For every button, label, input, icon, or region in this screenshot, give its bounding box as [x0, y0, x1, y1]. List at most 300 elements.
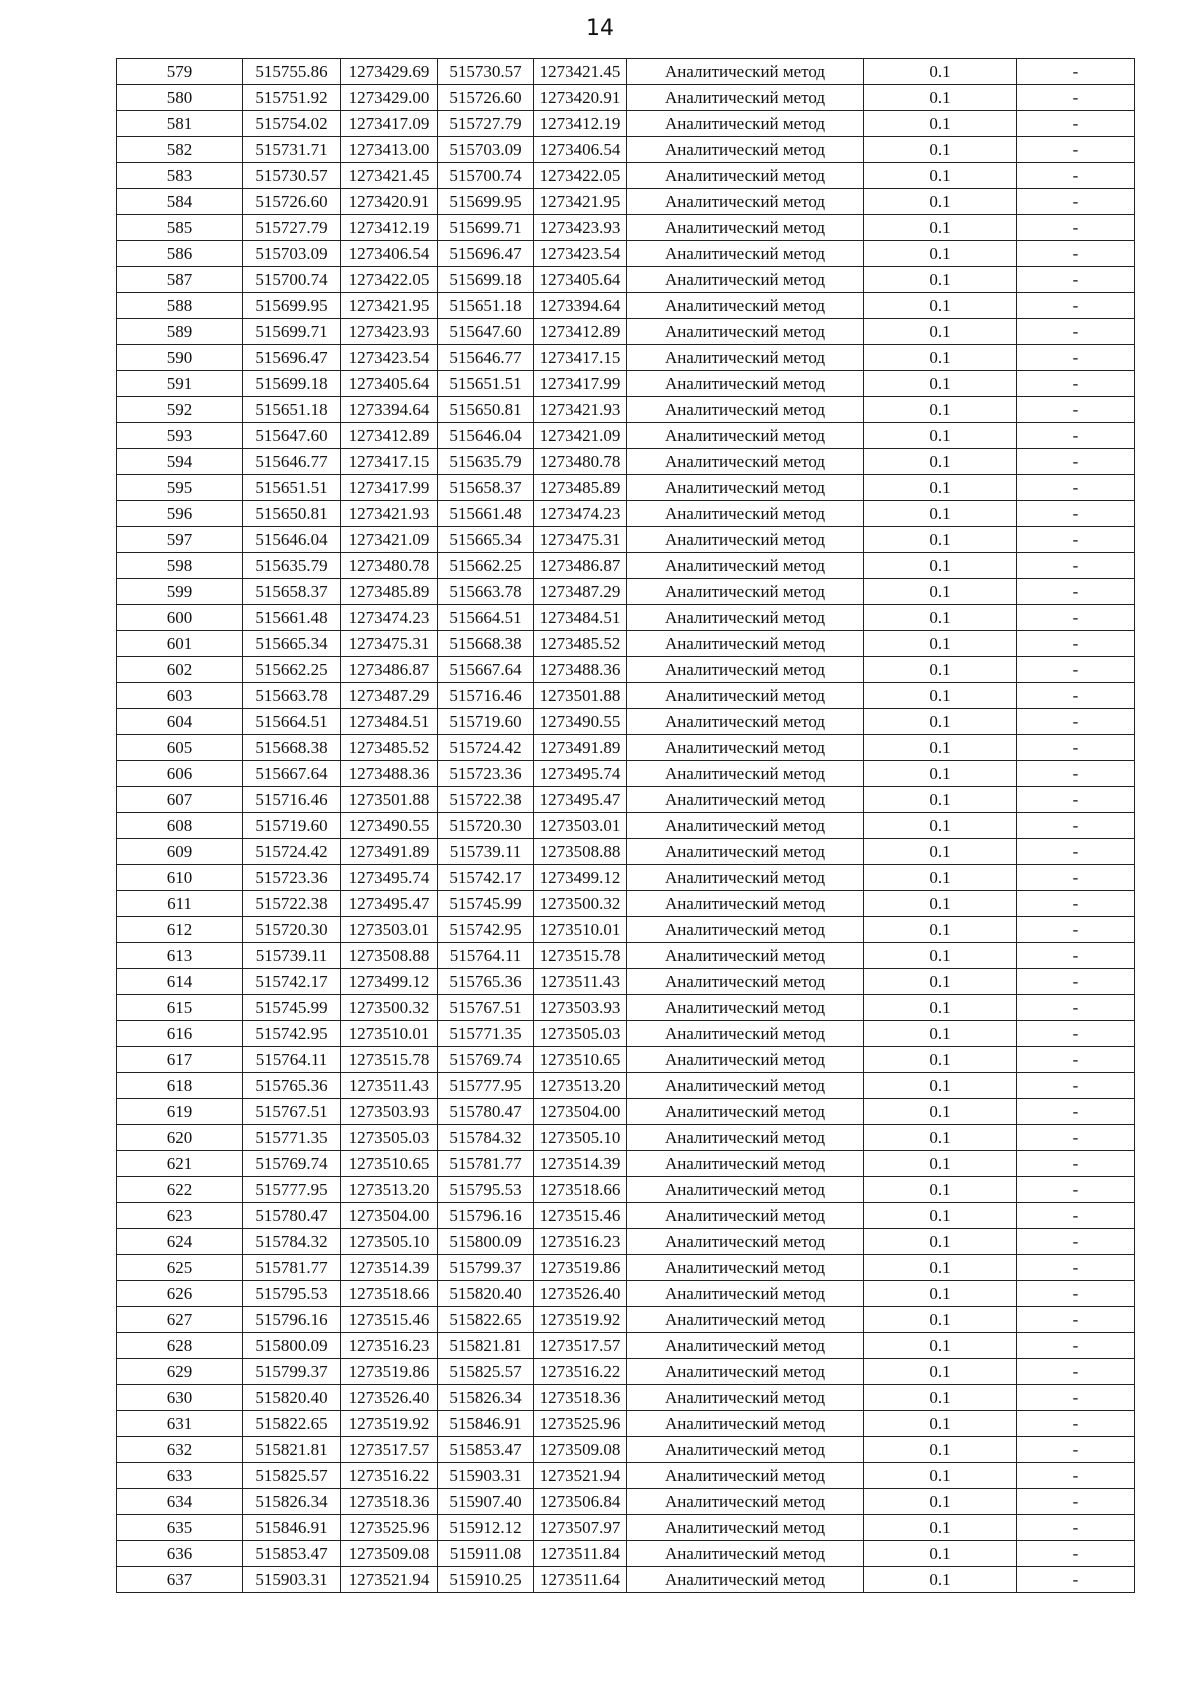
- y2-cell: 1273480.78: [534, 449, 627, 475]
- note-cell: -: [1017, 1281, 1135, 1307]
- point-number-cell: 580: [117, 85, 243, 111]
- point-number-cell: 616: [117, 1021, 243, 1047]
- accuracy-cell: 0.1: [864, 1073, 1017, 1099]
- y1-cell: 1273525.96: [341, 1515, 438, 1541]
- x2-cell: 515703.09: [438, 137, 534, 163]
- x1-cell: 515703.09: [243, 241, 341, 267]
- note-cell: -: [1017, 1073, 1135, 1099]
- note-cell: -: [1017, 579, 1135, 605]
- y1-cell: 1273495.74: [341, 865, 438, 891]
- point-number-cell: 603: [117, 683, 243, 709]
- y1-cell: 1273486.87: [341, 657, 438, 683]
- accuracy-cell: 0.1: [864, 1281, 1017, 1307]
- x2-cell: 515800.09: [438, 1229, 534, 1255]
- x2-cell: 515730.57: [438, 59, 534, 85]
- note-cell: -: [1017, 267, 1135, 293]
- x1-cell: 515699.95: [243, 293, 341, 319]
- method-cell: Аналитический метод: [627, 527, 864, 553]
- x1-cell: 515723.36: [243, 865, 341, 891]
- point-number-cell: 607: [117, 787, 243, 813]
- point-number-cell: 622: [117, 1177, 243, 1203]
- table-row: [117, 189, 1135, 215]
- note-cell: -: [1017, 59, 1135, 85]
- method-cell: Аналитический метод: [627, 1515, 864, 1541]
- table-row: [117, 1307, 1135, 1333]
- accuracy-cell: 0.1: [864, 891, 1017, 917]
- note-cell: -: [1017, 1541, 1135, 1567]
- method-cell: Аналитический метод: [627, 319, 864, 345]
- table-row: [117, 553, 1135, 579]
- table-row: [117, 1333, 1135, 1359]
- method-cell: Аналитический метод: [627, 579, 864, 605]
- point-number-cell: 621: [117, 1151, 243, 1177]
- x2-cell: 515720.30: [438, 813, 534, 839]
- y2-cell: 1273516.23: [534, 1229, 627, 1255]
- y1-cell: 1273412.89: [341, 423, 438, 449]
- note-cell: -: [1017, 865, 1135, 891]
- accuracy-cell: 0.1: [864, 345, 1017, 371]
- x1-cell: 515799.37: [243, 1359, 341, 1385]
- y2-cell: 1273519.86: [534, 1255, 627, 1281]
- x2-cell: 515650.81: [438, 397, 534, 423]
- point-number-cell: 611: [117, 891, 243, 917]
- method-cell: Аналитический метод: [627, 267, 864, 293]
- x1-cell: 515665.34: [243, 631, 341, 657]
- point-number-cell: 637: [117, 1567, 243, 1593]
- y1-cell: 1273421.93: [341, 501, 438, 527]
- accuracy-cell: 0.1: [864, 1567, 1017, 1593]
- x1-cell: 515716.46: [243, 787, 341, 813]
- y1-cell: 1273421.09: [341, 527, 438, 553]
- method-cell: Аналитический метод: [627, 59, 864, 85]
- table-row: [117, 371, 1135, 397]
- x2-cell: 515911.08: [438, 1541, 534, 1567]
- x2-cell: 515907.40: [438, 1489, 534, 1515]
- x1-cell: 515795.53: [243, 1281, 341, 1307]
- x2-cell: 515726.60: [438, 85, 534, 111]
- table-row: [117, 917, 1135, 943]
- table-row: [117, 1073, 1135, 1099]
- note-cell: -: [1017, 553, 1135, 579]
- note-cell: -: [1017, 345, 1135, 371]
- x1-cell: 515722.38: [243, 891, 341, 917]
- accuracy-cell: 0.1: [864, 1151, 1017, 1177]
- accuracy-cell: 0.1: [864, 1229, 1017, 1255]
- table-row: [117, 995, 1135, 1021]
- y1-cell: 1273513.20: [341, 1177, 438, 1203]
- x1-cell: 515635.79: [243, 553, 341, 579]
- x1-cell: 515661.48: [243, 605, 341, 631]
- y2-cell: 1273506.84: [534, 1489, 627, 1515]
- y2-cell: 1273484.51: [534, 605, 627, 631]
- y2-cell: 1273490.55: [534, 709, 627, 735]
- accuracy-cell: 0.1: [864, 1359, 1017, 1385]
- x2-cell: 515846.91: [438, 1411, 534, 1437]
- x2-cell: 515739.11: [438, 839, 534, 865]
- y1-cell: 1273518.36: [341, 1489, 438, 1515]
- y2-cell: 1273417.99: [534, 371, 627, 397]
- x1-cell: 515662.25: [243, 657, 341, 683]
- point-number-cell: 579: [117, 59, 243, 85]
- method-cell: Аналитический метод: [627, 1463, 864, 1489]
- accuracy-cell: 0.1: [864, 631, 1017, 657]
- accuracy-cell: 0.1: [864, 1177, 1017, 1203]
- y1-cell: 1273429.00: [341, 85, 438, 111]
- point-number-cell: 596: [117, 501, 243, 527]
- y2-cell: 1273510.01: [534, 917, 627, 943]
- y2-cell: 1273488.36: [534, 657, 627, 683]
- method-cell: Аналитический метод: [627, 735, 864, 761]
- x1-cell: 515727.79: [243, 215, 341, 241]
- y2-cell: 1273503.01: [534, 813, 627, 839]
- x1-cell: 515739.11: [243, 943, 341, 969]
- method-cell: Аналитический метод: [627, 1567, 864, 1593]
- y1-cell: 1273474.23: [341, 605, 438, 631]
- x2-cell: 515699.95: [438, 189, 534, 215]
- method-cell: Аналитический метод: [627, 423, 864, 449]
- y2-cell: 1273405.64: [534, 267, 627, 293]
- method-cell: Аналитический метод: [627, 813, 864, 839]
- y2-cell: 1273504.00: [534, 1099, 627, 1125]
- x1-cell: 515667.64: [243, 761, 341, 787]
- note-cell: -: [1017, 1021, 1135, 1047]
- point-number-cell: 628: [117, 1333, 243, 1359]
- table-row: [117, 969, 1135, 995]
- table-row: [117, 943, 1135, 969]
- x2-cell: 515820.40: [438, 1281, 534, 1307]
- y1-cell: 1273516.22: [341, 1463, 438, 1489]
- table-row: [117, 1385, 1135, 1411]
- x1-cell: 515668.38: [243, 735, 341, 761]
- method-cell: Аналитический метод: [627, 111, 864, 137]
- note-cell: -: [1017, 215, 1135, 241]
- point-number-cell: 609: [117, 839, 243, 865]
- table-row: [117, 1125, 1135, 1151]
- note-cell: -: [1017, 1151, 1135, 1177]
- y1-cell: 1273412.19: [341, 215, 438, 241]
- y1-cell: 1273510.65: [341, 1151, 438, 1177]
- accuracy-cell: 0.1: [864, 1021, 1017, 1047]
- y2-cell: 1273521.94: [534, 1463, 627, 1489]
- y1-cell: 1273503.01: [341, 917, 438, 943]
- table-row: [117, 501, 1135, 527]
- y2-cell: 1273421.09: [534, 423, 627, 449]
- accuracy-cell: 0.1: [864, 1099, 1017, 1125]
- y1-cell: 1273499.12: [341, 969, 438, 995]
- note-cell: -: [1017, 449, 1135, 475]
- x2-cell: 515822.65: [438, 1307, 534, 1333]
- point-number-cell: 590: [117, 345, 243, 371]
- x1-cell: 515777.95: [243, 1177, 341, 1203]
- note-cell: -: [1017, 969, 1135, 995]
- x2-cell: 515771.35: [438, 1021, 534, 1047]
- y2-cell: 1273516.22: [534, 1359, 627, 1385]
- x2-cell: 515699.18: [438, 267, 534, 293]
- y1-cell: 1273480.78: [341, 553, 438, 579]
- x2-cell: 515647.60: [438, 319, 534, 345]
- table-row: [117, 449, 1135, 475]
- table-row: [117, 579, 1135, 605]
- y2-cell: 1273499.12: [534, 865, 627, 891]
- x2-cell: 515781.77: [438, 1151, 534, 1177]
- table-row: [117, 709, 1135, 735]
- y2-cell: 1273517.57: [534, 1333, 627, 1359]
- x2-cell: 515910.25: [438, 1567, 534, 1593]
- x2-cell: 515727.79: [438, 111, 534, 137]
- x1-cell: 515821.81: [243, 1437, 341, 1463]
- point-number-cell: 634: [117, 1489, 243, 1515]
- table-row: [117, 1021, 1135, 1047]
- method-cell: Аналитический метод: [627, 345, 864, 371]
- x1-cell: 515742.17: [243, 969, 341, 995]
- x1-cell: 515658.37: [243, 579, 341, 605]
- method-cell: Аналитический метод: [627, 1411, 864, 1437]
- y1-cell: 1273488.36: [341, 761, 438, 787]
- accuracy-cell: 0.1: [864, 553, 1017, 579]
- y2-cell: 1273423.54: [534, 241, 627, 267]
- x2-cell: 515722.38: [438, 787, 534, 813]
- table-row: [117, 111, 1135, 137]
- accuracy-cell: 0.1: [864, 1333, 1017, 1359]
- x1-cell: 515699.18: [243, 371, 341, 397]
- table-row: [117, 423, 1135, 449]
- point-number-cell: 583: [117, 163, 243, 189]
- accuracy-cell: 0.1: [864, 1437, 1017, 1463]
- point-number-cell: 581: [117, 111, 243, 137]
- x1-cell: 515646.04: [243, 527, 341, 553]
- point-number-cell: 613: [117, 943, 243, 969]
- note-cell: -: [1017, 839, 1135, 865]
- accuracy-cell: 0.1: [864, 293, 1017, 319]
- x1-cell: 515826.34: [243, 1489, 341, 1515]
- x2-cell: 515764.11: [438, 943, 534, 969]
- y1-cell: 1273422.05: [341, 267, 438, 293]
- accuracy-cell: 0.1: [864, 1125, 1017, 1151]
- y1-cell: 1273491.89: [341, 839, 438, 865]
- note-cell: -: [1017, 1411, 1135, 1437]
- x1-cell: 515745.99: [243, 995, 341, 1021]
- method-cell: Аналитический метод: [627, 397, 864, 423]
- x2-cell: 515903.31: [438, 1463, 534, 1489]
- table-row: [117, 85, 1135, 111]
- table-row: [117, 1437, 1135, 1463]
- accuracy-cell: 0.1: [864, 865, 1017, 891]
- y1-cell: 1273421.95: [341, 293, 438, 319]
- page-number: 14: [586, 16, 614, 41]
- table-row: [117, 1047, 1135, 1073]
- point-number-cell: 585: [117, 215, 243, 241]
- accuracy-cell: 0.1: [864, 1463, 1017, 1489]
- point-number-cell: 597: [117, 527, 243, 553]
- accuracy-cell: 0.1: [864, 423, 1017, 449]
- note-cell: -: [1017, 137, 1135, 163]
- y1-cell: 1273526.40: [341, 1385, 438, 1411]
- method-cell: Аналитический метод: [627, 1255, 864, 1281]
- table-row: [117, 1229, 1135, 1255]
- point-number-cell: 617: [117, 1047, 243, 1073]
- note-cell: -: [1017, 709, 1135, 735]
- table-row: [117, 1281, 1135, 1307]
- table-row: [117, 1489, 1135, 1515]
- accuracy-cell: 0.1: [864, 397, 1017, 423]
- note-cell: -: [1017, 475, 1135, 501]
- x2-cell: 515663.78: [438, 579, 534, 605]
- point-number-cell: 586: [117, 241, 243, 267]
- point-number-cell: 595: [117, 475, 243, 501]
- method-cell: Аналитический метод: [627, 1073, 864, 1099]
- method-cell: Аналитический метод: [627, 995, 864, 1021]
- note-cell: -: [1017, 163, 1135, 189]
- note-cell: -: [1017, 787, 1135, 813]
- accuracy-cell: 0.1: [864, 137, 1017, 163]
- y1-cell: 1273504.00: [341, 1203, 438, 1229]
- accuracy-cell: 0.1: [864, 943, 1017, 969]
- y1-cell: 1273505.03: [341, 1125, 438, 1151]
- method-cell: Аналитический метод: [627, 657, 864, 683]
- method-cell: Аналитический метод: [627, 241, 864, 267]
- table-row: [117, 1567, 1135, 1593]
- y1-cell: 1273429.69: [341, 59, 438, 85]
- y1-cell: 1273487.29: [341, 683, 438, 709]
- x2-cell: 515664.51: [438, 605, 534, 631]
- method-cell: Аналитический метод: [627, 371, 864, 397]
- x1-cell: 515663.78: [243, 683, 341, 709]
- x2-cell: 515662.25: [438, 553, 534, 579]
- x1-cell: 515700.74: [243, 267, 341, 293]
- note-cell: -: [1017, 995, 1135, 1021]
- note-cell: -: [1017, 293, 1135, 319]
- y1-cell: 1273394.64: [341, 397, 438, 423]
- method-cell: Аналитический метод: [627, 137, 864, 163]
- x2-cell: 515658.37: [438, 475, 534, 501]
- method-cell: Аналитический метод: [627, 553, 864, 579]
- table-row: [117, 319, 1135, 345]
- x1-cell: 515724.42: [243, 839, 341, 865]
- x1-cell: 515742.95: [243, 1021, 341, 1047]
- accuracy-cell: 0.1: [864, 657, 1017, 683]
- point-number-cell: 601: [117, 631, 243, 657]
- note-cell: -: [1017, 605, 1135, 631]
- table-row: [117, 735, 1135, 761]
- table-row: [117, 657, 1135, 683]
- note-cell: -: [1017, 891, 1135, 917]
- accuracy-cell: 0.1: [864, 1047, 1017, 1073]
- note-cell: -: [1017, 1567, 1135, 1593]
- accuracy-cell: 0.1: [864, 683, 1017, 709]
- method-cell: Аналитический метод: [627, 1489, 864, 1515]
- accuracy-cell: 0.1: [864, 709, 1017, 735]
- note-cell: -: [1017, 1437, 1135, 1463]
- x2-cell: 515665.34: [438, 527, 534, 553]
- point-number-cell: 588: [117, 293, 243, 319]
- x2-cell: 515716.46: [438, 683, 534, 709]
- note-cell: -: [1017, 1489, 1135, 1515]
- method-cell: Аналитический метод: [627, 969, 864, 995]
- x1-cell: 515651.18: [243, 397, 341, 423]
- x2-cell: 515912.12: [438, 1515, 534, 1541]
- accuracy-cell: 0.1: [864, 111, 1017, 137]
- x2-cell: 515853.47: [438, 1437, 534, 1463]
- note-cell: -: [1017, 319, 1135, 345]
- y1-cell: 1273515.78: [341, 1047, 438, 1073]
- point-number-cell: 587: [117, 267, 243, 293]
- note-cell: -: [1017, 501, 1135, 527]
- method-cell: Аналитический метод: [627, 605, 864, 631]
- method-cell: Аналитический метод: [627, 1203, 864, 1229]
- accuracy-cell: 0.1: [864, 449, 1017, 475]
- y1-cell: 1273501.88: [341, 787, 438, 813]
- point-number-cell: 630: [117, 1385, 243, 1411]
- y1-cell: 1273505.10: [341, 1229, 438, 1255]
- accuracy-cell: 0.1: [864, 215, 1017, 241]
- x2-cell: 515696.47: [438, 241, 534, 267]
- y1-cell: 1273508.88: [341, 943, 438, 969]
- y2-cell: 1273514.39: [534, 1151, 627, 1177]
- accuracy-cell: 0.1: [864, 839, 1017, 865]
- y1-cell: 1273515.46: [341, 1307, 438, 1333]
- y1-cell: 1273423.93: [341, 319, 438, 345]
- accuracy-cell: 0.1: [864, 579, 1017, 605]
- x2-cell: 515745.99: [438, 891, 534, 917]
- table-row: [117, 475, 1135, 501]
- y2-cell: 1273518.36: [534, 1385, 627, 1411]
- x1-cell: 515780.47: [243, 1203, 341, 1229]
- x2-cell: 515796.16: [438, 1203, 534, 1229]
- point-number-cell: 602: [117, 657, 243, 683]
- y2-cell: 1273394.64: [534, 293, 627, 319]
- table-row: [117, 787, 1135, 813]
- y1-cell: 1273417.09: [341, 111, 438, 137]
- y2-cell: 1273501.88: [534, 683, 627, 709]
- note-cell: -: [1017, 657, 1135, 683]
- note-cell: -: [1017, 735, 1135, 761]
- y1-cell: 1273421.45: [341, 163, 438, 189]
- table-row: [117, 1359, 1135, 1385]
- point-number-cell: 633: [117, 1463, 243, 1489]
- method-cell: Аналитический метод: [627, 917, 864, 943]
- y2-cell: 1273500.32: [534, 891, 627, 917]
- point-number-cell: 629: [117, 1359, 243, 1385]
- x1-cell: 515903.31: [243, 1567, 341, 1593]
- y1-cell: 1273406.54: [341, 241, 438, 267]
- method-cell: Аналитический метод: [627, 683, 864, 709]
- y2-cell: 1273412.19: [534, 111, 627, 137]
- x2-cell: 515699.71: [438, 215, 534, 241]
- y1-cell: 1273417.15: [341, 449, 438, 475]
- point-number-cell: 624: [117, 1229, 243, 1255]
- point-number-cell: 614: [117, 969, 243, 995]
- method-cell: Аналитический метод: [627, 1541, 864, 1567]
- note-cell: -: [1017, 631, 1135, 657]
- point-number-cell: 632: [117, 1437, 243, 1463]
- accuracy-cell: 0.1: [864, 501, 1017, 527]
- accuracy-cell: 0.1: [864, 917, 1017, 943]
- x1-cell: 515651.51: [243, 475, 341, 501]
- x1-cell: 515751.92: [243, 85, 341, 111]
- accuracy-cell: 0.1: [864, 59, 1017, 85]
- note-cell: -: [1017, 1255, 1135, 1281]
- x2-cell: 515667.64: [438, 657, 534, 683]
- x1-cell: 515853.47: [243, 1541, 341, 1567]
- note-cell: -: [1017, 371, 1135, 397]
- point-number-cell: 631: [117, 1411, 243, 1437]
- point-number-cell: 600: [117, 605, 243, 631]
- y1-cell: 1273490.55: [341, 813, 438, 839]
- y2-cell: 1273475.31: [534, 527, 627, 553]
- table-row: [117, 813, 1135, 839]
- method-cell: Аналитический метод: [627, 1385, 864, 1411]
- y2-cell: 1273515.46: [534, 1203, 627, 1229]
